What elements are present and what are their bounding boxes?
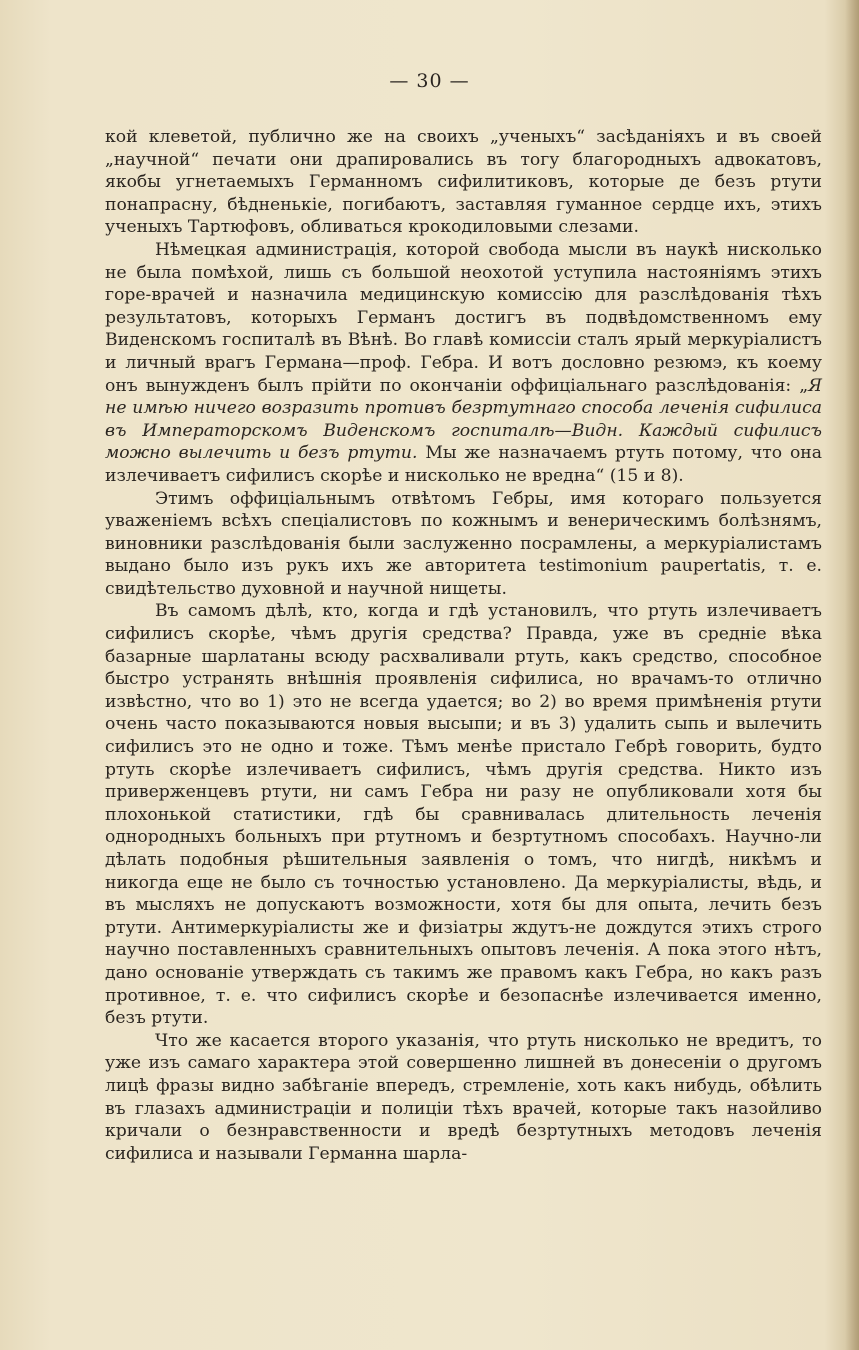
page-edge-shadow xyxy=(845,0,859,1350)
paragraph: Этимъ оффиціальнымъ отвѣтомъ Гебры, имя котораго пользуется уваженіемъ всѣхъ спеціалистовъ по кожнымъ и венерическимъ болѣзнямъ, виновники разслѣдованія были заслуженно посрамлены, а меркуріалистамъ выдано было изъ рукъ ихъ же авторитета testimonium paupertatis, т. е. свидѣтельство духовной и научной нищеты. xyxy=(105,488,822,599)
paragraph xyxy=(105,239,822,488)
italic-quote: Я не имѣю ничего возразить противъ безртутнаго способа леченія сифилиса въ Императорскомъ Виденскомъ госпиталѣ—Видн. Каждый сифилисъ можно вылечить и безъ ртути. xyxy=(105,375,822,464)
body-text xyxy=(105,126,822,1165)
paragraph: кой клеветой, публично же на своихъ „ученыхъ“ засѣданіяхъ и въ своей „научной“ печати они драпировались въ тогу благородныхъ адвокатовъ, якобы угнетаемыхъ Германномъ сифилитиковъ, которые де безъ ртути понапрасну, бѣдненькіе, погибаютъ, заставляя гуманное сердце ихъ, этихъ ученыхъ Тартюфовъ, обливаться крокодиловыми слезами. xyxy=(105,127,822,238)
paragraph: Въ самомъ дѣлѣ, кто, когда и гдѣ установилъ, что ртуть излечиваетъ сифилисъ скорѣе, чѣмъ другія средства? Правда, уже въ средніе вѣка базарные шарлатаны всюду расхваливали ртуть, какъ средство, способное быстро устранять внѣшнія проявленія сифилиса, но врачамъ-то отлично извѣстно, что во 1) это не всегда удается; во 2) во время примѣненія ртути очень часто показываются новыя высыпи; и въ 3) удалить сыпь и вылечить сифилисъ это не одно и тоже. Тѣмъ менѣе пристало Гебрѣ говорить, будто ртуть скорѣе излечиваетъ сифилисъ, чѣмъ другія средства. Никто изъ приверженцевъ ртути, ни самъ Гебра ни разу не опубликовали хотя бы плохонькой статистики, гдѣ бы сравнивалась длительность леченія однородныхъ больныхъ при ртутномъ и безртутномъ способахъ. Научно-ли дѣлать подобныя рѣшительныя заявленія о томъ, что нигдѣ, никѣмъ и никогда еще не было съ точностью установлено. Да меркуріалисты, вѣдь, и въ мысляхъ не допускаютъ возможности, хотя бы для опыта, лечить безъ ртути. Антимеркуріалисты же и физіатры ждутъ-не дождутся этихъ строго научно поставленныхъ сравнительныхъ опытовъ леченія. А пока этого нѣтъ, дано основаніе утверждать съ такимъ же правомъ какъ Гебра, но какъ разъ противное, т. е. что сифилисъ скорѣе и безопаснѣе излечивается именно, безъ ртути. xyxy=(105,601,822,1029)
paragraph-text: Мы же назначаемъ ртуть потому, что она излечиваетъ сифилисъ скорѣе и нисколько не вредна“ (15 и 8). xyxy=(105,443,823,486)
page-number: — 30 — xyxy=(389,70,470,92)
paragraph: Что же касается второго указанія, что ртуть нисколько не вредитъ, то уже изъ самаго характера этой совершенно лишней въ донесеніи о другомъ лицѣ фразы видно забѣганіе впередъ, стремленіе, хоть какъ нибудь, обѣлить въ глазахъ администраціи и полиціи тѣхъ врачей, которые такъ назойливо кричали о безнравственности и вредѣ безртутныхъ методовъ леченія сифилиса и называли Германна шарла- xyxy=(105,1030,822,1164)
paragraph-text: Нѣмецкая администрація, которой свобода мысли въ наукѣ нисколько не была помѣхой, лишь съ большой неохотой уступила настояніямъ этихъ горе-врачей и назначила медицинскую комиссію для разслѣдованія тѣхъ результатовъ, которыхъ Германъ достигъ въ подвѣдомственномъ ему Виденскомъ госпиталѣ въ Вѣнѣ. Во главѣ комиссіи сталъ ярый меркуріалистъ и личный врагъ Германа—проф. Гебра. И вотъ дословно резюмэ, къ коему онъ вынужденъ былъ прійти по окончаніи оффиціальнаго разслѣдованія: „ xyxy=(105,239,822,396)
